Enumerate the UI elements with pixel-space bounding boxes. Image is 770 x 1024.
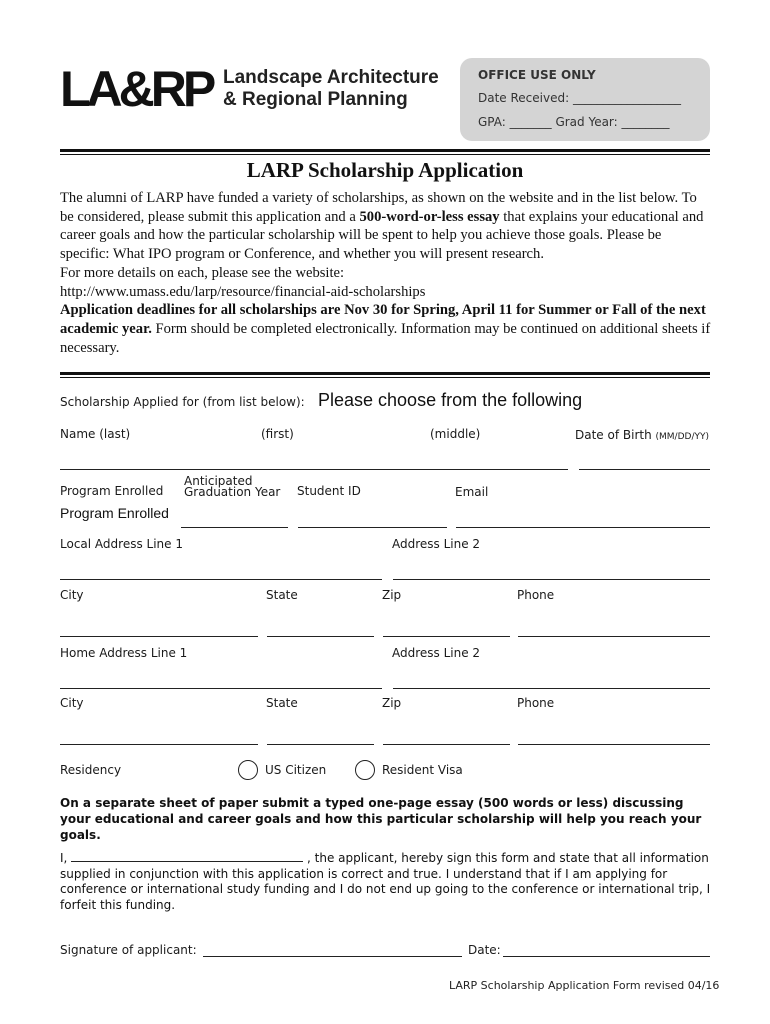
form-revision-footer: LARP Scholarship Application Form revised 04/16	[449, 979, 720, 992]
local-zip-field[interactable]	[383, 636, 510, 637]
name-last-label: Name (last)	[60, 427, 131, 441]
department-name	[223, 67, 439, 111]
email-field[interactable]	[456, 527, 710, 528]
attestation-text: I, , the applicant, hereby sign this form and state that all information supplied in conjunction with this application is correct and true. I understand that if I am applying for conference or international study funding and I do not end up going to the conference or international trip, I forfeit this funding.	[60, 851, 711, 912]
header-divider-thin	[60, 154, 710, 155]
essay-instructions: On a separate sheet of paper submit a typed one-page essay (500 words or less) discussing your educational and career goals and how this particular scholarship will help you reach your goals.	[60, 796, 702, 842]
office-use-box	[460, 58, 710, 141]
anticipated-graduation-label: Anticipated Graduation Year	[184, 474, 281, 499]
local-address-2-label: Address Line 2	[392, 537, 481, 551]
website-url[interactable]: http://www.umass.edu/larp/resource/financial-aid-scholarships	[60, 283, 426, 300]
home-state-field[interactable]	[267, 744, 374, 745]
graduation-year-field[interactable]	[181, 527, 288, 528]
home-city-label: City	[60, 696, 84, 710]
gpa-grad-year-field: GPA: _______ Grad Year: ________	[478, 115, 670, 129]
name-first-label: (first)	[261, 427, 294, 441]
local-address-1-label: Local Address Line 1	[60, 537, 183, 551]
local-state-field[interactable]	[267, 636, 374, 637]
home-city-field[interactable]	[60, 744, 258, 745]
home-phone-label: Phone	[517, 696, 555, 710]
local-phone-field[interactable]	[518, 636, 710, 637]
dob-label: Date of Birth (MM/DD/YY)	[575, 428, 709, 442]
residency-label: Residency	[60, 763, 122, 777]
department-line-1: Landscape Architecture	[223, 67, 439, 88]
signature-label: Signature of applicant:	[60, 943, 197, 957]
local-zip-label: Zip	[382, 588, 402, 602]
larp-logo: LA&RP	[60, 61, 213, 117]
program-enrolled-label: Program Enrolled	[60, 484, 164, 498]
local-phone-label: Phone	[517, 588, 555, 602]
signature-field[interactable]	[203, 956, 462, 957]
resident-visa-radio[interactable]	[355, 760, 375, 780]
program-enrolled-select[interactable]: Program Enrolled	[60, 505, 169, 521]
intro-text	[60, 189, 712, 357]
name-field[interactable]	[60, 469, 568, 470]
home-address-1-field[interactable]	[60, 688, 382, 689]
student-id-label: Student ID	[297, 484, 361, 498]
date-label: Date:	[468, 943, 501, 957]
date-field[interactable]	[503, 956, 710, 957]
department-line-2: & Regional Planning	[223, 89, 408, 110]
scholarship-select[interactable]: Please choose from the following	[318, 390, 583, 410]
form-divider	[60, 372, 710, 375]
home-address-1-label: Home Address Line 1	[60, 646, 188, 660]
local-state-label: State	[266, 588, 298, 602]
scholarship-label: Scholarship Applied for (from list below):	[60, 395, 305, 409]
home-zip-label: Zip	[382, 696, 402, 710]
deadline-paragraph: Application deadlines for all scholarships are Nov 30 for Spring, April 11 for Summer or Fall of the next academic year. Form should be completed electronically. Information may be continued on additional sheets if necessary.	[60, 302, 711, 356]
name-middle-label: (middle)	[430, 427, 481, 441]
local-address-2-field[interactable]	[393, 579, 710, 580]
dob-field[interactable]	[579, 469, 710, 470]
us-citizen-label: US Citizen	[265, 763, 327, 777]
date-received-field: Date Received: __________________	[478, 91, 681, 105]
home-address-2-field[interactable]	[393, 688, 710, 689]
resident-visa-label: Resident Visa	[382, 763, 463, 777]
header-divider	[60, 149, 710, 152]
home-state-label: State	[266, 696, 298, 710]
form-divider-thin	[60, 377, 710, 378]
home-address-2-label: Address Line 2	[392, 646, 481, 660]
website-note: For more details on each, please see the website:	[60, 264, 345, 281]
local-city-field[interactable]	[60, 636, 258, 637]
applicant-name-field[interactable]	[71, 849, 303, 862]
local-city-label: City	[60, 588, 84, 602]
local-address-1-field[interactable]	[60, 579, 382, 580]
home-phone-field[interactable]	[518, 744, 710, 745]
form-title: LARP Scholarship Application	[246, 158, 524, 182]
student-id-field[interactable]	[298, 527, 447, 528]
email-label: Email	[455, 485, 489, 499]
home-zip-field[interactable]	[383, 744, 510, 745]
intro-paragraph: The alumni of LARP have funded a variety of scholarships, as shown on the website and in the list below. To be considered, please submit this application and a 500-word-or-less essay that explains your educational and career goals and how the particular scholarship will be spent to help you achieve those goals. Please be specific: What IPO program or Conference, and whether you will present research.	[60, 190, 704, 263]
office-use-title: OFFICE USE ONLY	[478, 68, 596, 82]
us-citizen-radio[interactable]	[238, 760, 258, 780]
